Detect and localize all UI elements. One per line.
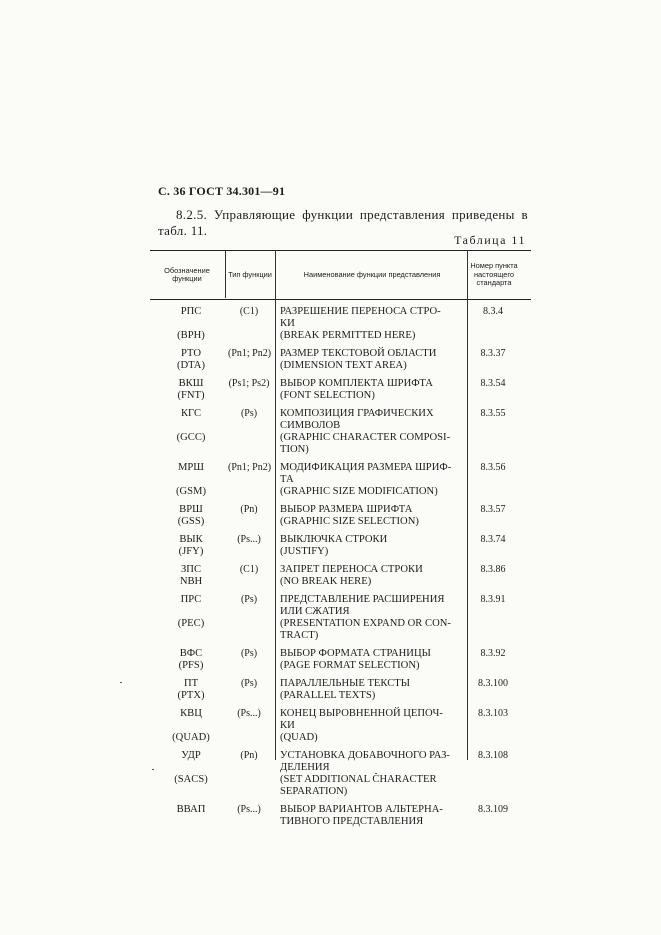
table-row: [150, 432, 531, 444]
table-row: [150, 330, 531, 342]
function-ref: 8.3.74: [480, 534, 506, 545]
function-code: ВЫК: [179, 534, 203, 545]
table-row: [150, 708, 531, 720]
function-name: (QUAD): [280, 732, 318, 743]
function-type: (Ps...): [237, 708, 261, 719]
function-name: МОДИФИКАЦИЯ РАЗМЕРА ШРИФ-: [280, 462, 452, 473]
table-row: [150, 594, 531, 606]
table-row: [150, 750, 531, 762]
function-name: TION): [280, 444, 309, 455]
function-name: ВЫБОР ВАРИАНТОВ АЛЬТЕРНА-: [280, 804, 443, 815]
function-code: NBH: [179, 576, 203, 587]
function-name: ВЫКЛЮЧКА СТРОКИ: [280, 534, 388, 545]
function-name: (SET ADDITIONAL CHARACTER: [280, 774, 437, 785]
column-header-ref: Номер пункта настоящего стандарта: [470, 261, 518, 288]
function-name: (GRAPHIC SIZE SELECTION): [280, 516, 419, 527]
function-ref: 8.3.103: [478, 708, 508, 719]
function-code: (GSS): [177, 516, 205, 527]
scan-speck: [120, 682, 122, 683]
table-row: [150, 318, 531, 330]
function-name: РАЗРЕШЕНИЕ ПЕРЕНОСА СТРО-: [280, 306, 441, 317]
function-name: РАЗМЕР ТЕКСТОВОЙ ОБЛАСТИ: [280, 348, 437, 359]
function-code: (PFS): [178, 660, 204, 671]
table-row: [150, 618, 531, 630]
scan-speck: [152, 769, 154, 770]
table-row: [150, 408, 531, 420]
function-code: ПРС: [180, 594, 202, 605]
function-ref: 8.3.56: [480, 462, 506, 473]
function-code: ЗПС: [180, 564, 202, 575]
function-ref: 8.3.92: [480, 648, 506, 659]
function-name: (GRAPHIC CHARACTER COMPOSI-: [280, 432, 451, 443]
function-ref: 8.3.86: [480, 564, 506, 575]
table-row: [150, 486, 531, 498]
function-code: (BPH): [177, 330, 205, 341]
function-code: ВВАП: [176, 804, 206, 815]
function-code: РПС: [180, 306, 202, 317]
table-row: [150, 378, 531, 390]
function-type: (Ps): [240, 648, 258, 659]
table-body: [150, 300, 531, 828]
function-name: УСТАНОВКА ДОБАВОЧНОГО РАЗ-: [280, 750, 450, 761]
function-type: (C1): [239, 564, 259, 575]
function-name: (NO BREAK HERE): [280, 576, 372, 587]
function-name: (JUSTIFY): [280, 546, 329, 557]
function-code: ВФС: [179, 648, 203, 659]
function-name: ПАРАЛЛЕЛЬНЫЕ ТЕКСТЫ: [280, 678, 410, 689]
function-name: (PARALLEL TEXTS): [280, 690, 376, 701]
table-row: [150, 660, 531, 672]
functions-table: [150, 250, 531, 828]
table-row: [150, 462, 531, 474]
function-ref: 8.3.91: [480, 594, 506, 605]
table-header: [150, 250, 531, 300]
function-name: ТИВНОГО ПРЕДСТАВЛЕНИЯ: [280, 816, 424, 827]
table-row: [150, 678, 531, 690]
table-row: [150, 576, 531, 588]
header-divider-1: [225, 250, 226, 298]
table-row: [150, 360, 531, 372]
scan-speck: [375, 773, 377, 774]
function-code: ВРШ: [179, 504, 203, 515]
table-row: [150, 774, 531, 786]
table-row: [150, 534, 531, 546]
function-ref: 8.3.109: [478, 804, 508, 815]
column-header-name: Наименование функции представления: [303, 269, 441, 279]
function-code: (DTA): [177, 360, 205, 371]
function-code: (PEC): [177, 618, 205, 629]
function-name: ДЕЛЕНИЯ: [280, 762, 330, 773]
table-row: [150, 474, 531, 486]
table-row: [150, 504, 531, 516]
function-code: (GSM): [175, 486, 207, 497]
function-code: ВКШ: [178, 378, 204, 389]
function-name: КОМПОЗИЦИЯ ГРАФИЧЕСКИХ: [280, 408, 434, 419]
function-type: (Ps1; Ps2): [228, 378, 270, 389]
function-name: SEPARATION): [280, 786, 348, 797]
function-ref: 8.3.37: [480, 348, 506, 359]
page-header: С. 36 ГОСТ 34.301—91: [158, 184, 286, 198]
table-row: [150, 648, 531, 660]
function-name: КИ: [280, 318, 295, 329]
function-type: (Pn1; Pn2): [228, 462, 272, 473]
function-ref: 8.3.54: [480, 378, 506, 389]
table-row: [150, 516, 531, 528]
table-row: [150, 390, 531, 402]
function-name: (FONT SELECTION): [280, 390, 375, 401]
function-code: ПТ: [183, 678, 199, 689]
table-row: [150, 348, 531, 360]
table-row: [150, 762, 531, 774]
table-row: [150, 732, 531, 744]
table-row: [150, 546, 531, 558]
function-name: ИЛИ СЖАТИЯ: [280, 606, 350, 617]
function-type: (Ps): [240, 594, 258, 605]
function-type: (Ps...): [237, 804, 261, 815]
function-code: (JFY): [178, 546, 204, 557]
function-name: (PRESENTATION EXPAND OR CON-: [280, 618, 451, 629]
function-type: (Pn): [240, 504, 258, 515]
table-row: [150, 630, 531, 642]
column-header-type: Тип функции: [228, 269, 272, 279]
table-row: [150, 804, 531, 816]
table-row: [150, 606, 531, 618]
table-row: [150, 564, 531, 576]
function-type: (Ps): [240, 678, 258, 689]
function-name: ВЫБОР ФОРМАТА СТРАНИЦЫ: [280, 648, 431, 659]
function-ref: 8.3.100: [478, 678, 508, 689]
function-code: МРШ: [178, 462, 204, 473]
column-divider-2: [275, 250, 276, 760]
table-row: [150, 690, 531, 702]
function-code: (PTX): [177, 690, 205, 701]
function-ref: 8.3.57: [480, 504, 506, 515]
function-type: (Pn): [240, 750, 258, 761]
function-code: (SACS): [174, 774, 208, 785]
function-name: СИМВОЛОВ: [280, 420, 341, 431]
column-divider-3: [467, 250, 468, 760]
table-title: Таблица 11: [454, 233, 526, 247]
function-ref: 8.3.4: [483, 306, 503, 317]
table-row: [150, 420, 531, 432]
function-code: РТО: [180, 348, 201, 359]
function-name: ВЫБОР КОМПЛЕКТА ШРИФТА: [280, 378, 433, 389]
function-code: УДР: [181, 750, 201, 761]
table-row: [150, 816, 531, 828]
function-ref: 8.3.55: [480, 408, 506, 419]
function-type: (Pn1; Pn2): [228, 348, 272, 359]
column-header-code: Обозначение функции: [164, 265, 210, 283]
function-name: ТА: [280, 474, 294, 485]
function-name: КИ: [280, 720, 295, 731]
function-type: (Ps...): [237, 534, 261, 545]
function-name: (PAGE FORMAT SELECTION): [280, 660, 420, 671]
intro-paragraph: 8.2.5. Управляющие функции представления приведены в табл. 11.: [158, 207, 528, 238]
function-name: ВЫБОР РАЗМЕРА ШРИФТА: [280, 504, 413, 515]
function-name: TRACT): [280, 630, 319, 641]
function-type: (Ps): [240, 408, 258, 419]
table-row: [150, 786, 531, 798]
function-type: (C1): [239, 306, 259, 317]
function-code: (QUAD): [172, 732, 210, 743]
function-name: КОНЕЦ ВЫРОВНЕННОЙ ЦЕПОЧ-: [280, 708, 443, 719]
function-name: ПРЕДСТАВЛЕНИЕ РАСШИРЕНИЯ: [280, 594, 445, 605]
function-ref: 8.3.108: [478, 750, 508, 761]
function-name: (GRAPHIC SIZE MODIFICATION): [280, 486, 438, 497]
function-code: (GCC): [176, 432, 206, 443]
function-code: (FNT): [177, 390, 205, 401]
function-name: (DIMENSION TEXT AREA): [280, 360, 407, 371]
function-code: КГС: [180, 408, 202, 419]
function-code: КВЦ: [180, 708, 202, 719]
function-name: (BREAK PERMITTED HERE): [280, 330, 416, 341]
function-name: ЗАПРЕТ ПЕРЕНОСА СТРОКИ: [280, 564, 423, 575]
table-row: [150, 306, 531, 318]
table-row: [150, 720, 531, 732]
table-row: [150, 444, 531, 456]
